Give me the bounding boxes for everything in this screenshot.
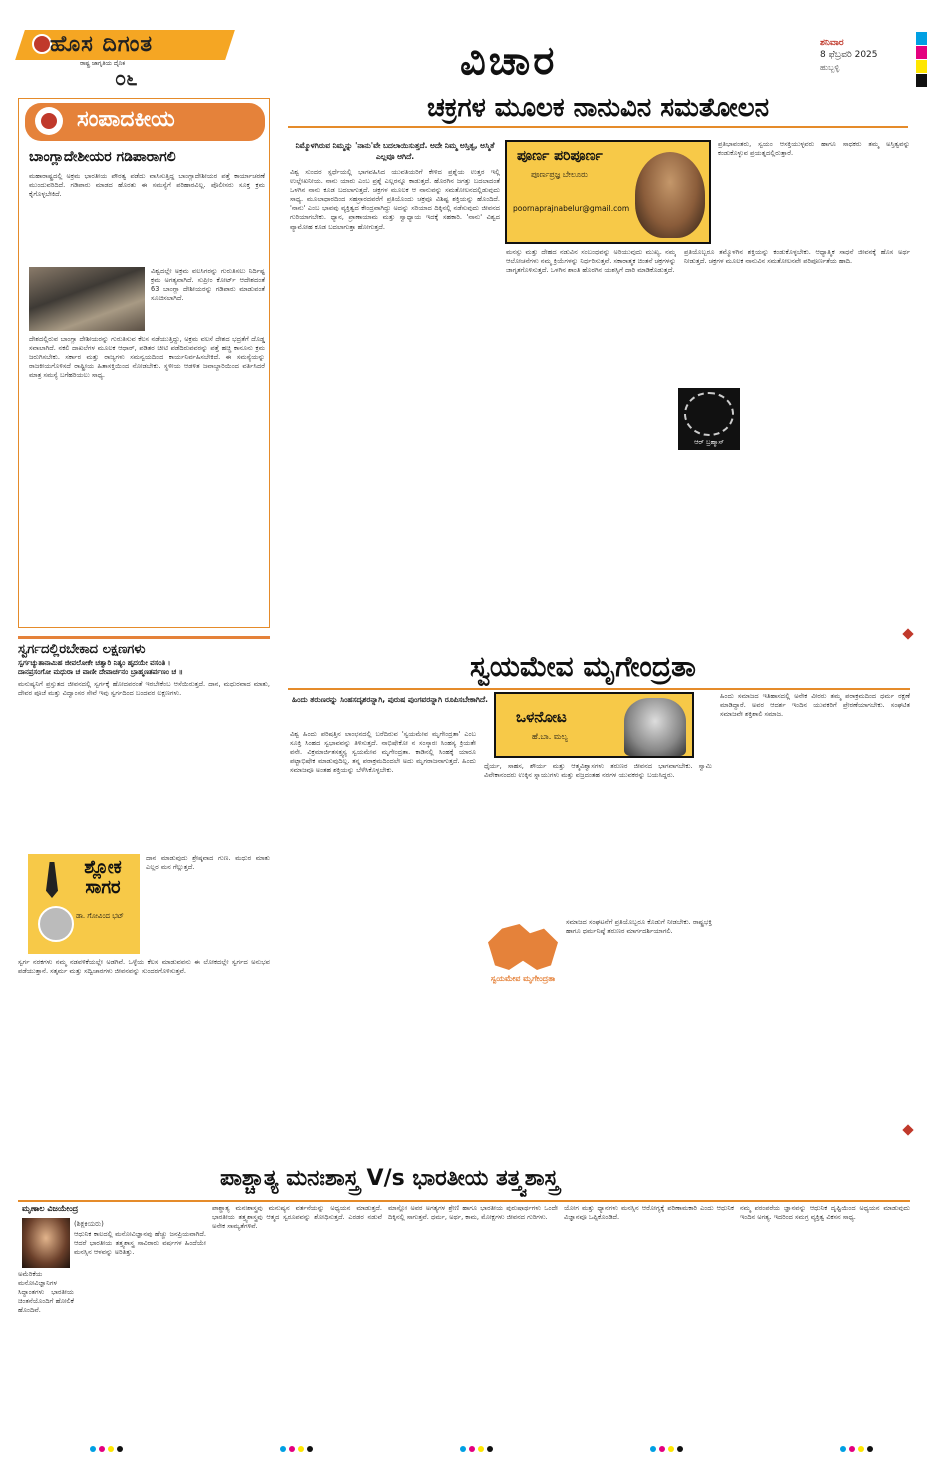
registration-dot-icon: [487, 1446, 493, 1452]
magenta-mark-icon: [916, 46, 927, 59]
author-name: ಹೆ.ಬಾ. ಮಲ್ಯ: [532, 732, 568, 741]
logo-tagline: ರಾಷ್ಟ್ರ ಜಾಗೃತಿಯ ದೈನಿಕ: [80, 60, 126, 67]
author-avatar: [38, 906, 74, 942]
day-label: ಶನಿವಾರ: [820, 38, 844, 48]
author-box: [505, 140, 711, 244]
article-column: ಪಾಶ್ಚಾತ್ಯ ಮನಃಶಾಸ್ತ್ರವು ಮನುಷ್ಯನ ವರ್ತನೆಯನ್ನು ಅಧ್ಯಯನ ಮಾಡುತ್ತದೆ. ಭಾರತೀಯ ತತ್ತ್ವಶಾಸ್ತ್ರವು ಆತ್ಮದ ಸ್ವರೂಪವನ್ನು ಶೋಧಿಸುತ್ತದೆ. ಎರಡರ ನಡುವೆ ಅನೇಕ ಸಾಮ್ಯತೆಗಳಿವೆ.: [212, 1204, 382, 1231]
registration-dot-icon: [469, 1446, 475, 1452]
dateline: [820, 38, 878, 73]
registration-dot-icon: [650, 1446, 656, 1452]
main-headline: ಚಕ್ರಗಳ ಮೂಲಕ ನಾನುವಿನ ಸಮತೋಲನ: [288, 93, 908, 128]
page-number: ೦೬: [115, 66, 138, 90]
registration-dot-icon: [840, 1446, 846, 1452]
registration-dot-icon: [307, 1446, 313, 1452]
date-label: 8 ಫೆಬ್ರವರಿ 2025: [820, 50, 878, 60]
registration-dot-icon: [289, 1446, 295, 1452]
article-column: ಅಮೆರಿಕೆಯ ಮನೋವಿಜ್ಞಾನಿಗಳ ಸಿದ್ಧಾಂತಗಳು ಭಾರತೀಯ ಚಿಂತನೆಯೊಂದಿಗೆ ಹೋಲಿಕೆ ಹೊಂದಿವೆ.: [18, 1270, 74, 1315]
shloka-line: ಸ್ವರ್ಗಚ್ಯುತಾನಾಮಿಹ ಜೀವಲೋಕೇ ಚತ್ವಾರಿ ನಿತ್ಯಂ ಹೃದಯೇ ವಸಂತಿ ।: [18, 659, 171, 667]
author-role: (ಶಿಕ್ಷಕಿಯರು): [74, 1220, 104, 1228]
column-title: ಪೂರ್ಣ ಪರಿಪೂರ್ಣ: [517, 148, 603, 164]
edition-city: ಹುಬ್ಬಳ್ಳಿ: [820, 63, 840, 72]
column-body: ಸ್ವರ್ಗ ನರಕಗಳು ನಮ್ಮ ನಡವಳಿಕೆಯಲ್ಲೇ ಅಡಗಿವೆ. ಒಳ್ಳೆಯ ಕೆಲಸ ಮಾಡುವವನು ಈ ಲೋಕದಲ್ಲೇ ಸ್ವರ್ಗದ ಅನುಭವ ಪಡೆಯುತ್ತಾನೆ. ಸತ್ಕರ್ಮ ಮತ್ತು ಸದ್ವಿಚಾರಗಳು ಜೀವನವನ್ನು ಸುಂದರಗೊಳಿಸುತ್ತವೆ.: [18, 958, 270, 976]
shloka-column: [18, 636, 270, 1148]
shloka-line: ದಾನಪ್ರಸಂಗೋ ಮಧುರಾ ಚ ವಾಣೀ ದೇವಾರ್ಚನಂ ಬ್ರಾಹ್ಮಣತರ್ಪಣಂ ಚ ॥: [18, 668, 183, 676]
author-photo: [22, 1218, 70, 1268]
article-column: ವಿಶ್ವ ಸುಂದರ ಸ್ಪರ್ಧೆಯಲ್ಲಿ ಭಾಗವಹಿಸಿದ ಯುವತಿಯರಿಗೆ ಕೇಳಿದ ಪ್ರಶ್ನೆಯ ಉತ್ತರ ಇಲ್ಲಿ ಉಲ್ಲೇಖನೀಯ. ನಾನು ಯಾರು ಎಂಬ ಪ್ರಶ್ನೆ ಎಲ್ಲರನ್ನೂ ಕಾಡುತ್ತದೆ. ಹೊರಗಿನ ಜಗತ್ತು ಬದಲಾದಂತೆ ಒಳಗಿನ ನಾನು ಕೂಡ ಬದಲಾಗುತ್ತದೆ. ಚಕ್ರಗಳ ಮೂಲಕ ಆ ನಾನುವನ್ನು ಸಮತೋಲನದಲ್ಲಿಡುವುದು ಸಾಧ್ಯ. ಮೂಲಾಧಾರದಿಂದ ಸಹಸ್ರಾರದವರೆಗೆ ಪ್ರತಿಯೊಂದು ಚಕ್ರವೂ ವಿಶಿಷ್ಟ ಶಕ್ತಿಯನ್ನು ಹೊಂದಿದೆ. 'ನಾನು' ಎಂಬ ಭಾವವು ವ್ಯಕ್ತಿತ್ವದ ಕೇಂದ್ರವಾಗಿದ್ದು ಅದನ್ನು ಸರಿಯಾದ ದಿಕ್ಕಿನಲ್ಲಿ ನಡೆಸುವುದು ಜೀವನದ ಗುರಿಯಾಗಬೇಕು. ಧ್ಯಾನ, ಪ್ರಾಣಾಯಾಮ ಮತ್ತು ಸ್ವಾಧ್ಯಾಯ ಇದಕ್ಕೆ ಸಹಕಾರಿ. 'ನಾನು' ವಿಶ್ವದ ವ್ಯಾಮೋಹ ಕೂಡ ಬದಲಾಗುತ್ತಾ ಹೋಗುತ್ತದೆ.: [290, 168, 500, 231]
emblem-icon: [32, 34, 52, 54]
registration-dot-icon: [858, 1446, 864, 1452]
registration-dot-icon: [298, 1446, 304, 1452]
shloka-sagara-badge: [28, 854, 140, 954]
brahmakumaris-image: [678, 388, 740, 450]
registration-dot-icon: [668, 1446, 674, 1452]
registration-marks: [916, 32, 928, 88]
author-photo: [635, 152, 705, 238]
registration-dot-icon: [280, 1446, 286, 1452]
yellow-mark-icon: [916, 60, 927, 73]
registration-dot-icon: [677, 1446, 683, 1452]
lion-logo: [484, 924, 562, 996]
article-column: ಆಧುನಿಕ ಕಾಲದಲ್ಲಿ ಮನೋವಿಜ್ಞಾನವು ಹೆಚ್ಚು ಜನಪ್ರಿಯವಾಗಿದೆ. ಆದರೆ ಭಾರತೀಯ ತತ್ತ್ವಶಾಸ್ತ್ರ ಸಾವಿರಾರು ವರ್ಷಗಳ ಹಿಂದೆಯೇ ಮನಸ್ಸಿನ ಆಳವನ್ನು ಅರಿತಿತ್ತು.: [74, 1230, 206, 1257]
logo-caption: ಸ್ವಯಮೇವ ಮೃಗೇಂದ್ರತಾ: [490, 974, 556, 983]
divider: [18, 1200, 910, 1202]
black-mark-icon: [916, 74, 927, 87]
newspaper-logo: [20, 30, 230, 88]
registration-dot-icon: [117, 1446, 123, 1452]
registration-dot-group: [840, 1446, 873, 1452]
registration-dot-group: [650, 1446, 683, 1452]
column-title: ಒಳನೋಟ: [516, 708, 567, 726]
logo-text: ಹೊಸ ದಿಗಂತ: [50, 32, 154, 57]
pen-icon: [40, 862, 64, 898]
author-name: ಪೂರ್ಣಪ್ರಜ್ಞ ಬೇಲೂರು: [531, 170, 588, 179]
column-body: ಮನುಷ್ಯನಿಗೆ ಪ್ರಸ್ತುತದ ಜೀವನದಲ್ಲಿ ಸ್ವರ್ಗಕ್ಕೆ ಹೋದವರಂತೆ ಇರಬೇಕೆಂಬ ಆಸೆಯಿರುತ್ತದೆ. ದಾನ, ಮಧುರವಾದ ಮಾತು, ದೇವರ ಪೂಜೆ ಮತ್ತು ವಿದ್ವಾಂಸರ ಸೇವೆ ಇವು ಸ್ವರ್ಗದಿಂದ ಬಂದವರ ಲಕ್ಷಣಗಳು.: [18, 680, 270, 698]
editorial-body: ಮಹಾರಾಷ್ಟ್ರದಲ್ಲಿ ಅಕ್ರಮ ಭಾರತೀಯ ಪೌರತ್ವ ಪಡೆದು ವಾಸಿಸುತ್ತಿದ್ದ ಬಾಂಗ್ಲಾದೇಶೀಯರ ಪತ್ತೆ ಕಾರ್ಯಾಚರಣೆ ಮುಂದುವರಿದಿದೆ. ಗಡಿಪಾರು ಮಾಡದ ಹೊರತು ಈ ಸಮಸ್ಯೆಗೆ ಪರಿಹಾರವಿಲ್ಲ. ಪೊಲೀಸರು ಸೂಕ್ತ ಕ್ರಮ ಕೈಗೊಳ್ಳಬೇಕಿದೆ.: [29, 172, 265, 199]
image-caption: ಆರ್ ಬ್ರಹ್ಮಾಸ್: [694, 438, 724, 446]
emblem-icon: [35, 107, 63, 135]
author-email: poornaprajnabelur@gmail.com: [513, 204, 630, 213]
registration-dot-icon: [849, 1446, 855, 1452]
registration-dot-icon: [90, 1446, 96, 1452]
masthead: [0, 0, 945, 92]
author-photo: [624, 698, 686, 756]
crowd-photo: [29, 267, 145, 331]
article-column: ಪ್ರತಿಭಾವಂತರು, ಸ್ವಯಂ ಆಸಕ್ತಿಯುಳ್ಳವರು ಹಾಗೂ ಸಾಧಕರು ತಮ್ಮ ಅಸ್ತಿತ್ವವನ್ನು ಕಂಡುಕೊಳ್ಳುವ ಪ್ರಯತ್ನದಲ್ಲಿರುತ್ತಾರೆ.: [718, 140, 910, 158]
article-column: ಮಾಸ್ಲೋ ಅವರ ಅಗತ್ಯಗಳ ಶ್ರೇಣಿ ಹಾಗೂ ಭಾರತೀಯ ಪುರುಷಾರ್ಥಗಳು ಒಂದೇ ದಿಕ್ಕಿನಲ್ಲಿ ಸಾಗುತ್ತವೆ. ಧರ್ಮ, ಅರ್ಥ, ಕಾಮ, ಮೋಕ್ಷಗಳು ಜೀವನದ ಗುರಿಗಳು.: [388, 1204, 558, 1222]
column-headline: ಸ್ವರ್ಗದಲ್ಲಿರಬೇಕಾದ ಲಕ್ಷಣಗಳು: [18, 636, 270, 657]
registration-dot-icon: [460, 1446, 466, 1452]
editorial-banner: [25, 103, 265, 141]
registration-dot-group: [90, 1446, 123, 1452]
registration-dot-icon: [478, 1446, 484, 1452]
chakra-icon: [684, 392, 734, 436]
article-headline: ಪಾಶ್ಚಾತ್ಯ ಮನಃಶಾಸ್ತ್ರ V/s ಭಾರತೀಯ ತತ್ತ್ವಶಾಸ್ತ್ರ: [220, 1166, 559, 1191]
article-column: ಧೈರ್ಯ, ಸಾಹಸ, ಶೌರ್ಯ ಮತ್ತು ಆತ್ಮವಿಶ್ವಾಸಗಳು ತರುಣರ ಜೀವನದ ಭಾಗವಾಗಬೇಕು. ಸ್ವಾಮಿ ವಿವೇಕಾನಂದರು ಉಕ್ಕಿನ ಸ್ನಾಯುಗಳು ಮತ್ತು ವಜ್ರದಂತಹ ನರಗಳ ಯುವಕರನ್ನು ಬಯಸಿದ್ದರು.: [484, 762, 712, 780]
cyan-mark-icon: [916, 32, 927, 45]
article-column: ವಿಶ್ವ ಹಿಂದು ಪರಿಷತ್ತಿನ ಲಾಂಛನದಲ್ಲಿ ಬರೆದಿರುವ 'ಸ್ವಯಮೇವ ಮೃಗೇಂದ್ರತಾ' ಎಂಬ ಸೂಕ್ತಿ ಸಿಂಹದ ಸ್ವಭಾವವನ್ನು ತಿಳಿಸುತ್ತದೆ. ನಾಭಿಷೇಕೋ ನ ಸಂಸ್ಕಾರಃ ಸಿಂಹಸ್ಯ ಕ್ರಿಯತೇ ವನೇ. ವಿಕ್ರಮಾರ್ಜಿತಸತ್ತ್ವಸ್ಯ ಸ್ವಯಮೇವ ಮೃಗೇಂದ್ರತಾ. ಕಾಡಿನಲ್ಲಿ ಸಿಂಹಕ್ಕೆ ಯಾರೂ ಪಟ್ಟಾಭಿಷೇಕ ಮಾಡುವುದಿಲ್ಲ. ತನ್ನ ಪರಾಕ್ರಮದಿಂದಲೇ ಅದು ಮೃಗರಾಜನಾಗುತ್ತದೆ. ಹಿಂದು ಸಮಾಜವೂ ಅಂತಹ ಶಕ್ತಿಯನ್ನು ಬೆಳೆಸಿಕೊಳ್ಳಬೇಕು.: [290, 730, 476, 775]
registration-dot-icon: [108, 1446, 114, 1452]
registration-dot-icon: [867, 1446, 873, 1452]
author-byline: ಡಾ. ಗೋವಿಂದ ಭಟ್: [76, 912, 124, 920]
footer-registration-dots: [0, 1446, 945, 1456]
article-intro: ನಿಮ್ಮೊಳಗಿರುವ ನಿಮ್ಮನ್ನು 'ನಾನು'ವೇ ಬದಲಾಯಿಸುತ್ತದೆ. ಅದೇ ನಿಮ್ಮ ಅಸ್ತಿತ್ವ, ಅಸ್ಮಿತೆ ಎಲ್ಲವೂ ಆಗಿದೆ.: [295, 141, 495, 161]
article-intro: ಹಿಂದು ತರುಣರನ್ನು ಸಿಂಹಸದೃಶರನ್ನಾಗಿ, ಪುರುಷ ಪುಂಗವರನ್ನಾಗಿ ರೂಪಿಸಬೇಕಾಗಿದೆ.: [291, 695, 488, 704]
registration-dot-group: [460, 1446, 493, 1452]
article-headline: ಸ್ವಯಮೇವ ಮೃಗೇಂದ್ರತಾ: [470, 650, 696, 683]
author-name: ಮೃಣಾಲ ವಿಜಯೇಂದ್ರ: [22, 1204, 79, 1213]
article-column: ಮನಸ್ಸು ಮತ್ತು ದೇಹದ ನಡುವಿನ ಸಂಬಂಧವನ್ನು ಅರಿಯುವುದು ಮುಖ್ಯ. ನಮ್ಮ ಆಲೋಚನೆಗಳು ನಮ್ಮ ಕ್ರಿಯೆಗಳನ್ನು ನಿರ್ಧರಿಸುತ್ತವೆ. ಸಕಾರಾತ್ಮಕ ಚಿಂತನೆ ಚಕ್ರಗಳನ್ನು ಜಾಗೃತಗೊಳಿಸುತ್ತದೆ. ಒಳಗಿನ ಶಾಂತಿ ಹೊರಗಿನ ಯಶಸ್ಸಿಗೆ ದಾರಿ ಮಾಡಿಕೊಡುತ್ತದೆ.: [506, 248, 676, 275]
article-column: ಯೋಗ ಮತ್ತು ಧ್ಯಾನಗಳು ಮನಸ್ಸಿನ ಆರೋಗ್ಯಕ್ಕೆ ಪರಿಣಾಮಕಾರಿ ಎಂದು ಆಧುನಿಕ ವಿಜ್ಞಾನವೂ ಒಪ್ಪಿಕೊಂಡಿದೆ.: [564, 1204, 734, 1222]
article-column: ಪ್ರತಿಯೊಬ್ಬರೂ ತಮ್ಮೊಳಗಿನ ಶಕ್ತಿಯನ್ನು ಕಂಡುಕೊಳ್ಳಬೇಕು. ಆಧ್ಯಾತ್ಮಿಕ ಸಾಧನೆ ಜೀವನಕ್ಕೆ ಹೊಸ ಅರ್ಥ ನೀಡುತ್ತದೆ. ಚಕ್ರಗಳ ಮೂಲಕ ನಾನುವಿನ ಸಮತೋಲನವೇ ಪರಿಪೂರ್ಣತೆಯ ಹಾದಿ.: [684, 248, 910, 266]
badge-title: ಶ್ಲೋಕ ಸಾಗರ: [84, 857, 122, 898]
registration-dot-icon: [99, 1446, 105, 1452]
registration-dot-icon: [659, 1446, 665, 1452]
registration-dot-group: [280, 1446, 313, 1452]
lion-icon: [488, 924, 558, 970]
column-body: ದಾನ ಮಾಡುವುದು ಶ್ರೇಷ್ಠವಾದ ಗುಣ. ಮಧುರ ಮಾತು ಎಲ್ಲರ ಮನ ಗೆಲ್ಲುತ್ತದೆ.: [146, 854, 270, 872]
divider: [288, 688, 910, 690]
editorial-label: ಸಂಪಾದಕೀಯ: [77, 107, 175, 132]
article-column: ನಮ್ಮ ಪರಂಪರೆಯ ಜ್ಞಾನವನ್ನು ಆಧುನಿಕ ದೃಷ್ಟಿಯಿಂದ ಅಧ್ಯಯನ ಮಾಡುವುದು ಇಂದಿನ ಅಗತ್ಯ. ಇದರಿಂದ ಸಮಗ್ರ ವ್ಯಕ್ತಿತ್ವ ವಿಕಸನ ಸಾಧ್ಯ.: [740, 1204, 910, 1222]
editorial-box: [18, 98, 270, 628]
author-box: [494, 692, 694, 758]
article-column: ಸಮಾಜದ ಸಂಘಟನೆಗೆ ಪ್ರತಿಯೊಬ್ಬರೂ ಕೊಡುಗೆ ನೀಡಬೇಕು. ರಾಷ್ಟ್ರಭಕ್ತಿ ಹಾಗೂ ಧರ್ಮನಿಷ್ಠೆ ತರುಣರ ಮಾರ್ಗದರ್ಶಿಯಾಗಲಿ.: [566, 918, 712, 936]
article-column: ಹಿಂದು ಸಮಾಜದ ಇತಿಹಾಸದಲ್ಲಿ ಅನೇಕ ವೀರರು ತಮ್ಮ ಪರಾಕ್ರಮದಿಂದ ಧರ್ಮ ರಕ್ಷಣೆ ಮಾಡಿದ್ದಾರೆ. ಅವರ ಆದರ್ಶ ಇಂದಿನ ಯುವಕರಿಗೆ ಪ್ರೇರಣೆಯಾಗಬೇಕು. ಸಂಘಟಿತ ಸಮಾಜವೇ ಶಕ್ತಿಶಾಲಿ ಸಮಾಜ.: [720, 692, 910, 719]
editorial-body: ವಿಶ್ವದಲ್ಲೇ ಅಕ್ರಮ ವಲಸಿಗರನ್ನು ಗುರುತಿಸಲು ನಿರ್ದಿಷ್ಟ ಕ್ರಮ ಅಗತ್ಯವಾಗಿದೆ. ಸುಪ್ರೀಂ ಕೋರ್ಟ್ ಆದೇಶದಂತೆ 63 ಬಾಂಗ್ಲಾ ದೇಶೀಯರನ್ನು ಗಡಿಪಾರು ಮಾಡುವಂತೆ ಸೂಚಿಸಲಾಗಿದೆ.: [151, 267, 265, 303]
section-title: ವಿಚಾರ: [460, 38, 558, 84]
editorial-body: ದೇಶದಲ್ಲಿರುವ ಬಾಂಗ್ಲಾ ದೇಶೀಯರನ್ನು ಗುರುತಿಸುವ ಕೆಲಸ ನಡೆಯುತ್ತಿದ್ದು, ಅಕ್ರಮ ವಲಸೆ ದೇಶದ ಭದ್ರತೆಗೆ ದೊಡ್ಡ ಸವಾಲಾಗಿದೆ. ನಕಲಿ ದಾಖಲೆಗಳ ಮೂಲಕ ಆಧಾರ್, ಪಡಿತರ ಚೀಟಿ ಪಡೆದಿರುವವರನ್ನು ಪತ್ತೆ ಹಚ್ಚಿ ಕಾನೂನು ಕ್ರಮ ಜರುಗಿಸಬೇಕು. ಸರ್ಕಾರ ಮತ್ತು ರಾಜ್ಯಗಳು ಸಮನ್ವಯದಿಂದ ಕಾರ್ಯನಿರ್ವಹಿಸಬೇಕಿದೆ. ಈ ಸಮಸ್ಯೆಯನ್ನು ರಾಜಕೀಯಗೊಳಿಸದೆ ರಾಷ್ಟ್ರೀಯ ಹಿತಾಸಕ್ತಿಯಿಂದ ನೋಡಬೇಕು. ಸ್ಥಳೀಯ ಆಡಳಿತ ಜವಾಬ್ದಾರಿಯಿಂದ ವರ್ತಿಸಿದರೆ ಮಾತ್ರ ಸಮಸ್ಯೆ ಬಗೆಹರಿಯಲು ಸಾಧ್ಯ.: [29, 335, 265, 380]
editorial-headline: ಬಾಂಗ್ಲಾದೇಶೀಯರ ಗಡಿಪಾರಾಗಲಿ: [29, 149, 176, 165]
